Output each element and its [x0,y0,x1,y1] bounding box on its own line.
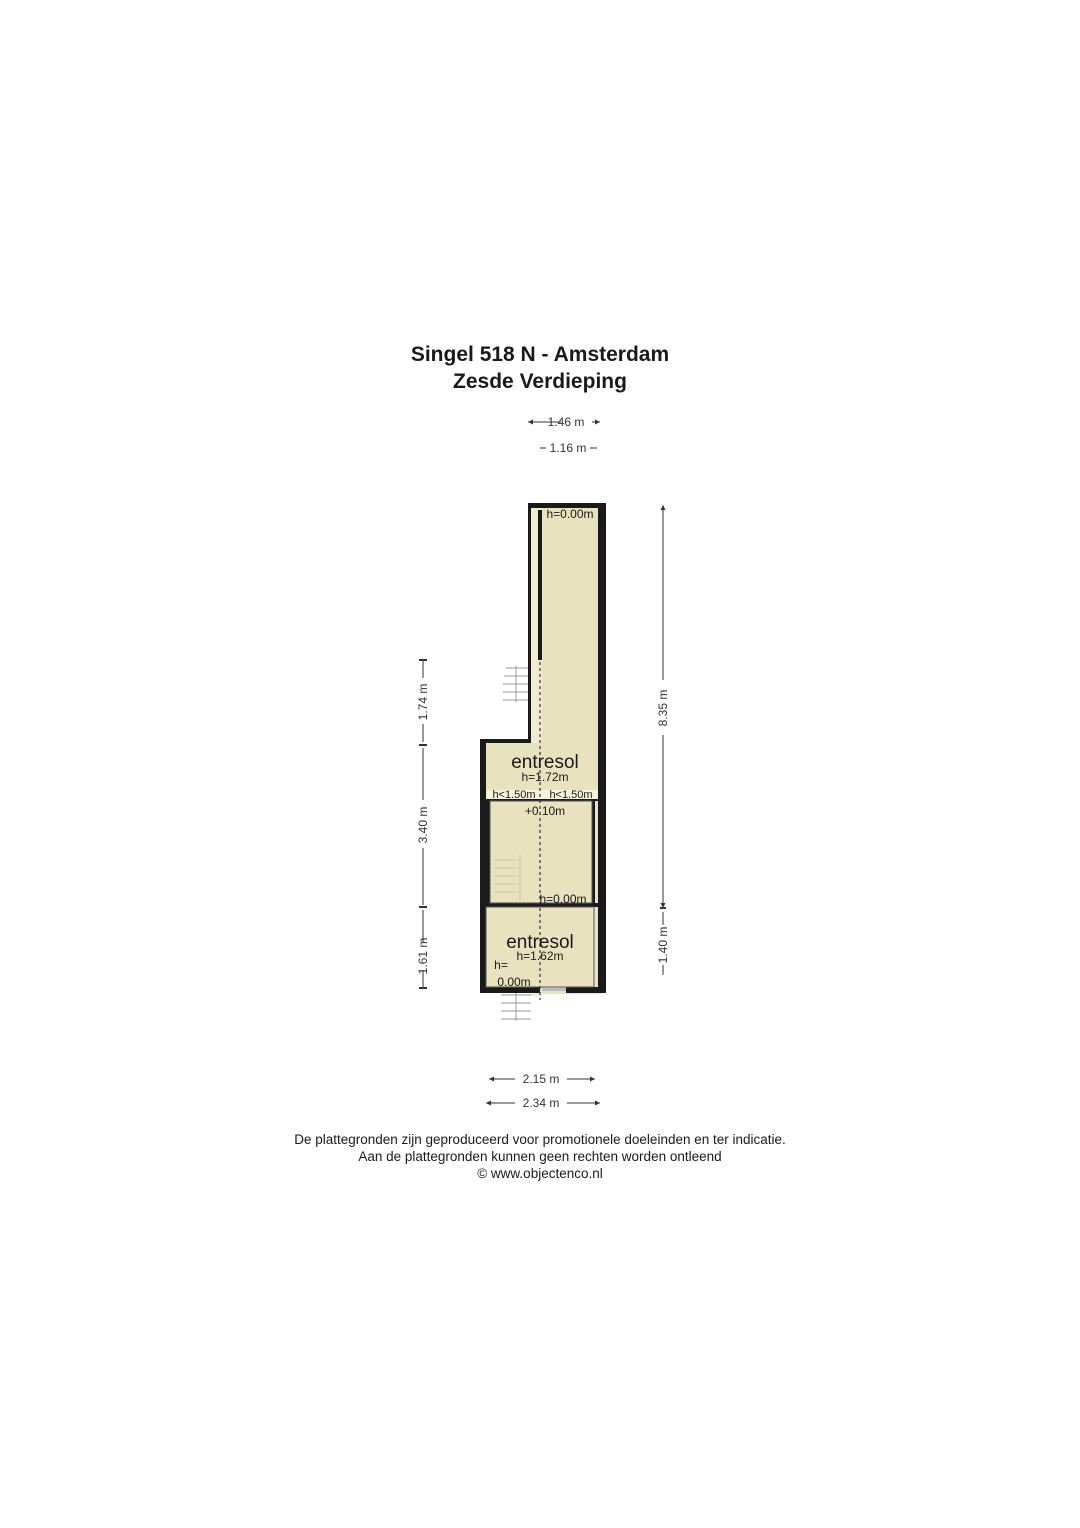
stairs-upper [503,666,528,702]
wall-bottom-right [566,987,606,993]
low-height-left-label: h<1.50m [492,789,536,801]
wall-middle-left [486,800,490,904]
middle-level-label: +0.10m [524,804,566,818]
lower-h-label-2: 0.00m [497,975,531,989]
floor-name: Zesde Verdieping [453,370,627,393]
floor-area [484,506,602,996]
low-height-right-label: h<1.50m [549,789,593,801]
entresol-lower-height: h=1.62m [516,949,564,963]
dim-left-lower: 1.61 m [416,937,430,975]
copyright-link[interactable]: © www.objectenco.nl [477,1166,603,1181]
dim-left-upper: 1.74 m [416,683,430,721]
dim-left-middle: 3.40 m [416,806,430,844]
lower-h-label-1: h= [494,958,508,972]
dim-bottom-outer: 2.34 m [522,1096,560,1110]
entresol-upper-label: entresol [511,752,579,773]
wall-step [480,739,531,743]
plan-title: Singel 518 N - Amsterdam [410,343,670,366]
entresol-upper-height: h=1.72m [521,770,569,784]
middle-height-label: h=0.00m [539,892,587,906]
disclaimer-line-2: Aan de plattegronden kunnen geen rechten worden ontleend [358,1149,722,1164]
dim-right-lower: 1.40 m [656,926,670,964]
dim-bottom-inner: 2.15 m [522,1072,560,1086]
inner-partition [538,510,542,660]
wall-right [598,503,606,993]
wall-left [480,739,486,993]
stairs-bottom [501,993,531,1021]
dim-top-outer: 1.46 m [547,415,585,429]
top-height-label: h=0.00m [546,507,594,521]
disclaimer-line-1: De plattegronden zijn geproduceerd voor promotionele doeleinden en ter indicatie. [294,1132,786,1147]
dim-top-inner: 1.16 m [549,441,587,455]
wall-upper-left [528,503,531,743]
doorway [542,988,566,991]
entresol-lower-label: entresol [506,932,574,953]
dim-right-total: 8.35 m [656,689,670,727]
